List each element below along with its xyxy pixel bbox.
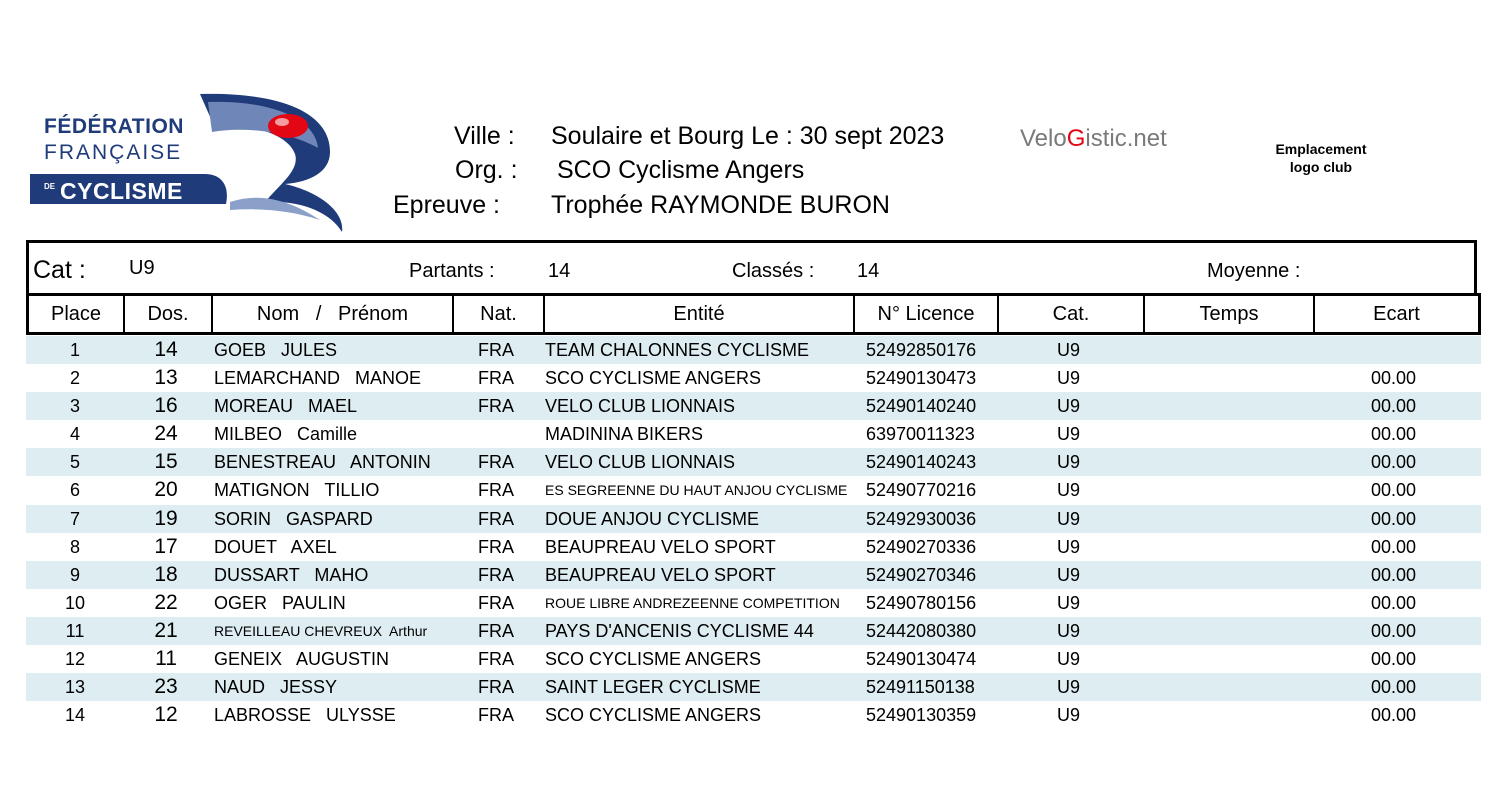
cell-cat: U9 bbox=[1057, 564, 1081, 585]
cell-nat: FRA bbox=[478, 536, 514, 557]
col-place: Place bbox=[29, 296, 125, 332]
cell-ecart: 00.00 bbox=[1371, 677, 1417, 698]
col-nat: Nat. bbox=[454, 296, 545, 332]
cell-nat: FRA bbox=[478, 480, 514, 501]
cell-ecart: 00.00 bbox=[1371, 536, 1417, 557]
cell-dos: 16 bbox=[154, 394, 178, 418]
cell-nat: FRA bbox=[478, 649, 514, 670]
cell-ecart: 00.00 bbox=[1371, 480, 1417, 501]
cell-entite: SAINT LEGER CYCLISME bbox=[545, 677, 761, 698]
cell-nat: FRA bbox=[478, 368, 514, 389]
table-row bbox=[26, 617, 1481, 645]
cell-licence: 52490270346 bbox=[866, 564, 977, 585]
cell-cat: U9 bbox=[1057, 424, 1081, 445]
cell-entite: BEAUPREAU VELO SPORT bbox=[545, 536, 776, 557]
cell-dos: 20 bbox=[154, 478, 178, 502]
table-row bbox=[26, 505, 1481, 533]
club-logo-line1: Emplacement bbox=[1275, 141, 1367, 157]
cell-place: 4 bbox=[69, 424, 80, 445]
cell-nom-prenom: GOEB JULES bbox=[214, 340, 338, 360]
club-logo-line2: logo club bbox=[1289, 159, 1353, 175]
cell-ecart: 00.00 bbox=[1371, 452, 1417, 473]
table-row bbox=[26, 476, 1481, 504]
cell-licence: 52442080380 bbox=[866, 620, 977, 641]
cell-entite: ES SEGREENNE DU HAUT ANJOU CYCLISME bbox=[545, 482, 848, 499]
cell-cat: U9 bbox=[1057, 340, 1081, 360]
brand-part-g: G bbox=[1066, 125, 1086, 152]
cell-dos: 14 bbox=[154, 338, 178, 361]
cell-nom-prenom: REVEILLEAU CHEVREUX Arthur bbox=[214, 622, 428, 639]
race-summary-bar bbox=[26, 240, 1477, 293]
cell-licence: 52490130473 bbox=[866, 368, 977, 389]
cell-cat: U9 bbox=[1057, 508, 1081, 529]
epreuve-label: Epreuve : bbox=[393, 191, 501, 219]
table-row bbox=[26, 701, 1481, 729]
cell-dos: 17 bbox=[154, 534, 178, 558]
cell-place: 13 bbox=[64, 677, 86, 698]
cell-nat: FRA bbox=[478, 452, 514, 473]
cell-cat: U9 bbox=[1057, 480, 1081, 501]
cell-licence: 52490770216 bbox=[866, 480, 977, 501]
cell-ecart: 00.00 bbox=[1371, 396, 1417, 417]
cell-nom-prenom: DUSSART MAHO bbox=[214, 564, 369, 585]
cell-cat: U9 bbox=[1057, 677, 1081, 698]
cell-nat: FRA bbox=[478, 508, 514, 529]
cell-cat: U9 bbox=[1057, 452, 1081, 473]
partants-value: 14 bbox=[548, 260, 571, 282]
cat-value: U9 bbox=[129, 257, 155, 279]
table-row bbox=[26, 420, 1481, 448]
cell-nom-prenom: GENEIX AUGUSTIN bbox=[214, 649, 390, 670]
cell-dos: 15 bbox=[154, 450, 178, 474]
cell-licence: 52490130474 bbox=[866, 649, 977, 670]
org-label: Org. : bbox=[455, 156, 518, 184]
table-row bbox=[26, 589, 1481, 617]
moyenne-label: Moyenne : bbox=[1207, 260, 1301, 282]
org-value: SCO Cyclisme Angers bbox=[557, 156, 805, 184]
cell-nom-prenom: BENESTREAU ANTONIN bbox=[214, 452, 431, 473]
cell-ecart: 00.00 bbox=[1371, 564, 1417, 585]
cell-place: 7 bbox=[69, 508, 80, 529]
cell-cat: U9 bbox=[1057, 649, 1081, 670]
cell-entite: VELO CLUB LIONNAIS bbox=[545, 396, 736, 417]
cell-nat: FRA bbox=[478, 705, 514, 726]
col-temps: Temps bbox=[1145, 296, 1315, 332]
cell-dos: 24 bbox=[154, 422, 178, 446]
cell-cat: U9 bbox=[1057, 396, 1081, 417]
cell-ecart: 00.00 bbox=[1371, 368, 1417, 389]
table-row bbox=[26, 392, 1481, 420]
brand-part-b: istic.net bbox=[1085, 125, 1167, 152]
cell-nom-prenom: LABROSSE ULYSSE bbox=[214, 705, 396, 726]
col-cat: Cat. bbox=[999, 296, 1145, 332]
logo-line-de: DE bbox=[44, 182, 56, 191]
brand-part-a: Velo bbox=[1020, 125, 1067, 152]
cell-licence: 52490140243 bbox=[866, 452, 977, 473]
cell-nom-prenom: OGER PAULIN bbox=[214, 592, 346, 613]
cell-dos: 22 bbox=[154, 590, 178, 614]
cell-entite: BEAUPREAU VELO SPORT bbox=[545, 564, 776, 585]
cell-dos: 21 bbox=[154, 618, 178, 642]
cell-dos: 13 bbox=[154, 366, 178, 390]
cell-place: 5 bbox=[69, 452, 80, 473]
cell-place: 10 bbox=[64, 592, 86, 613]
classes-label: Classés : bbox=[732, 260, 815, 282]
partants-label: Partants : bbox=[409, 260, 495, 282]
cell-nom-prenom: MILBEO Camille bbox=[214, 424, 358, 445]
cell-cat: U9 bbox=[1057, 620, 1081, 641]
cat-label: Cat : bbox=[33, 256, 86, 284]
table-row bbox=[26, 645, 1481, 673]
classes-value: 14 bbox=[857, 260, 880, 282]
cell-ecart: 00.00 bbox=[1371, 592, 1417, 613]
col-entite: Entité bbox=[545, 296, 855, 332]
logo-line-federation: FÉDÉRATION bbox=[44, 115, 184, 138]
cell-entite: ROUE LIBRE ANDREZEENNE COMPETITION bbox=[545, 594, 840, 611]
cell-dos: 19 bbox=[154, 506, 178, 530]
cell-licence: 52490130359 bbox=[866, 705, 977, 726]
cell-cat: U9 bbox=[1057, 536, 1081, 557]
cell-entite: PAYS D'ANCENIS CYCLISME 44 bbox=[545, 620, 814, 641]
table-row bbox=[26, 336, 1481, 364]
cell-place: 8 bbox=[69, 536, 80, 557]
cell-nom-prenom: DOUET AXEL bbox=[214, 536, 337, 557]
logo-line-cyclisme: CYCLISME bbox=[60, 178, 183, 204]
cell-dos: 11 bbox=[155, 647, 177, 671]
cell-licence: 52490270336 bbox=[866, 536, 977, 557]
cell-ecart: 00.00 bbox=[1371, 620, 1417, 641]
cell-place: 12 bbox=[64, 649, 86, 670]
cell-nom-prenom: MATIGNON TILLIO bbox=[214, 480, 380, 501]
cell-place: 11 bbox=[65, 620, 85, 641]
cell-nat: FRA bbox=[478, 592, 514, 613]
cell-nom-prenom: NAUD JESSY bbox=[214, 677, 338, 698]
cell-entite: TEAM CHALONNES CYCLISME bbox=[545, 340, 810, 360]
cell-place: 3 bbox=[69, 396, 80, 417]
cell-place: 1 bbox=[69, 340, 80, 360]
cell-licence: 52490140240 bbox=[866, 396, 977, 417]
cell-dos: 23 bbox=[154, 675, 178, 699]
cell-nom-prenom: SORIN GASPARD bbox=[214, 508, 373, 529]
cell-nat: FRA bbox=[478, 340, 514, 360]
col-dos: Dos. bbox=[125, 296, 213, 332]
cell-dos: 12 bbox=[154, 703, 178, 727]
cell-licence: 52491150138 bbox=[866, 677, 975, 698]
cell-place: 14 bbox=[64, 705, 86, 726]
club-logo-placeholder bbox=[1258, 140, 1384, 176]
table-row bbox=[26, 364, 1481, 392]
ffc-logo bbox=[30, 92, 350, 234]
cell-nat: FRA bbox=[478, 564, 514, 585]
cell-licence: 52492850176 bbox=[866, 340, 977, 360]
results-table-body bbox=[26, 336, 1481, 729]
cell-place: 2 bbox=[69, 368, 80, 389]
cell-nom-prenom: MOREAU MAEL bbox=[214, 396, 358, 417]
table-row bbox=[26, 448, 1481, 476]
col-ecart: Ecart bbox=[1373, 302, 1420, 325]
cell-entite: SCO CYCLISME ANGERS bbox=[545, 368, 762, 389]
velogistic-brand bbox=[1020, 125, 1167, 153]
cell-cat: U9 bbox=[1057, 705, 1081, 726]
cell-ecart: 00.00 bbox=[1371, 508, 1417, 529]
cell-nom-prenom: LEMARCHAND MANOE bbox=[214, 368, 422, 389]
table-row bbox=[26, 533, 1481, 561]
cell-licence: 63970011323 bbox=[866, 424, 975, 445]
col-licence: N° Licence bbox=[855, 296, 999, 332]
ville-label: Ville : bbox=[454, 122, 515, 150]
cell-ecart: 00.00 bbox=[1371, 705, 1417, 726]
epreuve-value: Trophée RAYMONDE BURON bbox=[551, 191, 890, 219]
table-row bbox=[26, 673, 1481, 701]
cell-entite: SCO CYCLISME ANGERS bbox=[545, 705, 762, 726]
table-row bbox=[26, 561, 1481, 589]
cell-licence: 52490780156 bbox=[866, 592, 977, 613]
col-nom-prenom: Nom / Prénom bbox=[213, 296, 454, 332]
cell-nat: FRA bbox=[478, 620, 514, 641]
cell-ecart: 00.00 bbox=[1371, 649, 1417, 670]
cell-entite: MADININA BIKERS bbox=[545, 424, 704, 445]
cell-ecart: 00.00 bbox=[1371, 424, 1417, 445]
ville-value: Soulaire et Bourg Le : 30 sept 2023 bbox=[551, 122, 945, 150]
cell-cat: U9 bbox=[1057, 368, 1081, 389]
cell-cat: U9 bbox=[1057, 592, 1081, 613]
cell-dos: 18 bbox=[154, 562, 178, 586]
logo-line-francaise: FRANÇAISE bbox=[44, 141, 183, 164]
results-table-header bbox=[26, 293, 1481, 335]
cell-entite: VELO CLUB LIONNAIS bbox=[545, 452, 736, 473]
cell-licence: 52492930036 bbox=[866, 508, 977, 529]
cell-nat: FRA bbox=[478, 396, 514, 417]
cell-nat: FRA bbox=[478, 677, 514, 698]
cell-place: 6 bbox=[69, 480, 80, 501]
cell-entite: SCO CYCLISME ANGERS bbox=[545, 649, 762, 670]
cell-place: 9 bbox=[69, 564, 80, 585]
cell-entite: DOUE ANJOU CYCLISME bbox=[545, 508, 760, 529]
